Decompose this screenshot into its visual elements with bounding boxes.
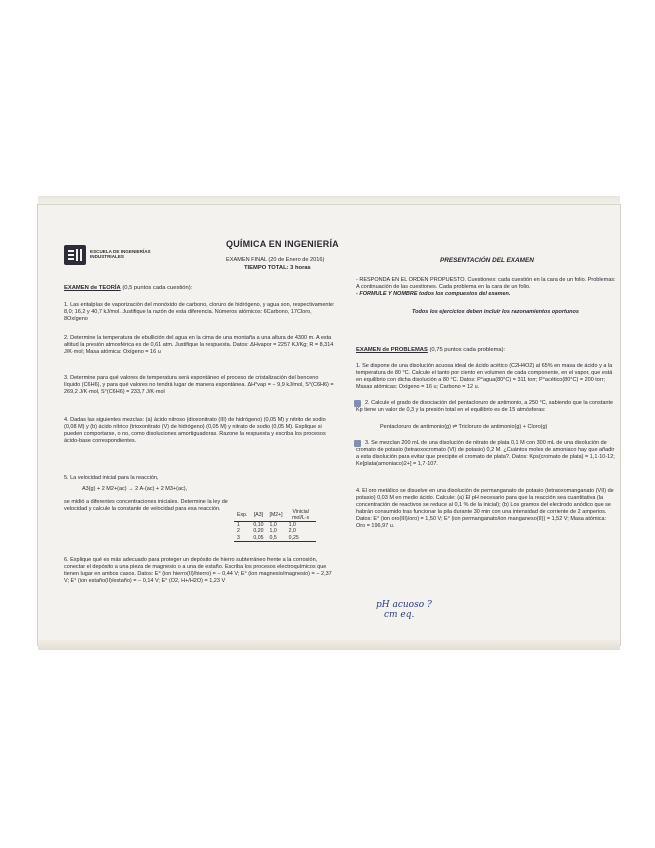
- presentacion-line2: - FORMULE Y NOMBRE todos los compuestos del examen.: [356, 291, 511, 297]
- teoria-q6: 6. Explique qué es más adecuado para proteger un depósito de hierro subterráneo frente a la corrosión, conectar el depósito a una pieza de magnesio o a una de estaño. Escriba los procesos electroquímicos que tienen lugar en ambos casos. Datos: E° (ion hierro(II)/hierro) = − 0,44 V; E° (ion magnesio/magnesio) = − 2,37 V; E° (ion estaño(II)/estaño) = − 0,14 V; E° (O2, H+/H2O) = 1,23 V: [64, 557, 332, 584]
- exam-sheet: [38, 205, 620, 645]
- table-cell: 1,0: [288, 522, 296, 528]
- table-cell: 2,0: [288, 528, 296, 535]
- problema-3: 3. Se mezclan 200 mL de una disolución de nitrato de plata 0,1 M con 300 mL de una disolución de cromato de potasio (tetraoxocromato (VI) de potasio) 0,2 M. ¿Cuántos moles de amoniaco hay que añadir a esta disolución para evitar que precipite el cromato de plata?. Datos: Kps(cromato de plata) = 1,1·10-12; Ke[plata(amoniaco)2+] = 1,7·107.: [356, 440, 615, 467]
- handwritten-line: pH acuoso ?: [376, 600, 432, 610]
- problema-2: 2. Calcule el grado de disociación del pentacloruro de antimonio, a 250 °C, sabiendo que la constante Kp tiene un valor de 0,3 y la presión total en el equilibrio es de 15 atmósferas:: [356, 400, 614, 413]
- exam-title: QUÍMICA EN INGENIERÍA: [226, 239, 339, 249]
- handwritten-line: cm eq.: [384, 610, 415, 620]
- table-cell: 0,10: [253, 522, 264, 528]
- teoria-q2: 2. Determine la temperatura de ebullición del agua en la cima de una montaña a una altura de 4300 m. A esta altitud la presión atmosférica es de 0,61 atm. Justifique la respuesta. Datos: ΔHvapor = 2257 KJ/Kg; R = 8,314 J/K·mol; Masa atómica: Oxígeno = 16 u: [64, 335, 334, 355]
- rate-table-header-cell: [M2+]: [267, 509, 286, 522]
- table-cell: 0,5: [269, 534, 277, 541]
- problema-1: 1. Se dispone de una disolución acuosa ideal de ácido acético (C2H4O2) al 65% en masa de ácido y a la temperatura de 80 °C. Calcule el tanto por ciento en volumen de cada componente, en el vapor, que está en equilibrio con dicha disolución a 80 °C. Datos: P°agua(80°C) = 311 torr; P°acético(80°C) = 200 torr; Masas atómicas: Oxígeno = 16 u; Carbono = 12 u.: [356, 363, 613, 390]
- school-logo: [64, 245, 194, 267]
- presentacion-line1: - RESPONDA EN EL ORDEN PROPUESTO. Cuestiones: cada cuestión en la cara de un folio. Problemas: A continuación de las cuestiones. Cada problema en la cara de un folio.: [356, 277, 616, 290]
- paper-shadow-bottom: [38, 640, 620, 650]
- table-cell: 0,25: [288, 534, 299, 541]
- exam-time: TIEMPO TOTAL: 3 horas: [244, 265, 311, 271]
- teoria-q4: 4. Dadas las siguientes mezclas: (a) ácido nitroso (dioxonitrato (III) de hidrógeno) (0,05 M) y nitrito de sodio (0,08 M) y (b) ácido nítrico (trioxonitrato (V) de hidrógeno) (0,05 M) y nitrato de sodio (0,05 M). Explique si pueden comportarse, o no, como disoluciones amortiguadoras. Razone la respuesta y escriba los procesos ácido-base correspondientes.: [64, 417, 326, 444]
- table-cell: 0,05: [253, 534, 264, 541]
- teoria-q5-text: se midió a diferentes concentraciones iniciales. Determine la ley de velocidad y calcule la constante de velocidad para esa reacción.: [64, 499, 228, 512]
- presentacion-heading: PRESENTACIÓN DEL EXAMEN: [440, 257, 534, 264]
- teoria-q3: 3. Determine para qué valores de temperatura será espontáneo el proceso de cristalización del benceno líquido (C6H6), y para qué valores no tendrá lugar de manera espontánea. ΔH°vap = − 9,9 kJ/mol, S°(C6H6) = 269,2 J/K·mol, S°(C6H6) = 233,7 J/K·mol: [64, 375, 334, 395]
- table-row: [234, 535, 316, 542]
- teoria-q5-reaction: A3(g) + 2 M2+(ac) → 2 A-(ac) + 2 M3+(ac),: [82, 486, 188, 492]
- eii-logo-icon: [64, 245, 86, 265]
- table-cell: 1: [237, 522, 240, 528]
- presentacion-note: Todos los ejercicios deben incluir los razonamientos oportunos: [412, 309, 579, 315]
- table-cell: 3: [237, 534, 240, 541]
- rate-table-header-cell: Vinicial mol/L·s: [286, 509, 316, 522]
- exam-subtitle: EXAMEN FINAL (20 de Enero de 2016): [226, 257, 325, 263]
- problema-4: 4. El oro metálico se disuelve en una disolución de permanganato de potasio (tetraoxomanganato (VII) de potasio) 0,03 M en medio ácido. Calcule: (a) El pH necesario para que la reacción sea cuantitativa (la concentración de reactivos se reduce al 0,1 % de la inicial); (b) Los gramos del electrodo anódico que se habrán consumido tras funcionar la pila durante 30 min con una intensidad de corriente de 2 amperios. Datos: E° (ion oro(III)/oro) = 1,50 V; E° (ion permanganato/ion manganeso(II)) = 1,52 V; Masa atómica: Oro = 196,97 u.: [356, 488, 614, 529]
- rate-table-header-cell: [A3]: [250, 509, 266, 522]
- table-cell: 1,0: [269, 528, 277, 535]
- rate-table-header-cell: Exp.: [234, 509, 250, 522]
- rate-table-header: [234, 509, 316, 522]
- school-name: ESCUELA DE INGENIERÍAS INDUSTRIALES: [90, 249, 151, 260]
- handwritten-note: [376, 600, 432, 620]
- problema-2-equation: Pentacloruro de antimonio(g) ⇌ Tricloruro de antimonio(g) + Cloro(g): [380, 424, 548, 430]
- table-row: [234, 522, 316, 529]
- teoria-q1: 1. Las entalpías de vaporización del monóxido de carbono, cloruro de hidrógeno, y agua son, respectivamente: 8,0; 16,2 y 40,7 kJ/mol. Justifique la razón de esta diferencia. Números atómicos: 6Carbono, 17Cloro, 8Oxígeno: [64, 302, 335, 322]
- table-cell: 0,20: [253, 528, 264, 535]
- table-cell: 1,0: [269, 522, 277, 528]
- teoria-heading: EXAMEN de TEORÍA (0,5 puntos cada cuestión):: [64, 285, 193, 291]
- table-cell: 2: [237, 528, 240, 535]
- teoria-q5-intro: 5. La velocidad inicial para la reacción,: [64, 475, 159, 481]
- problemas-heading: EXAMEN de PROBLEMAS (0,75 puntos cada problema):: [356, 347, 506, 353]
- rate-table: [234, 509, 316, 542]
